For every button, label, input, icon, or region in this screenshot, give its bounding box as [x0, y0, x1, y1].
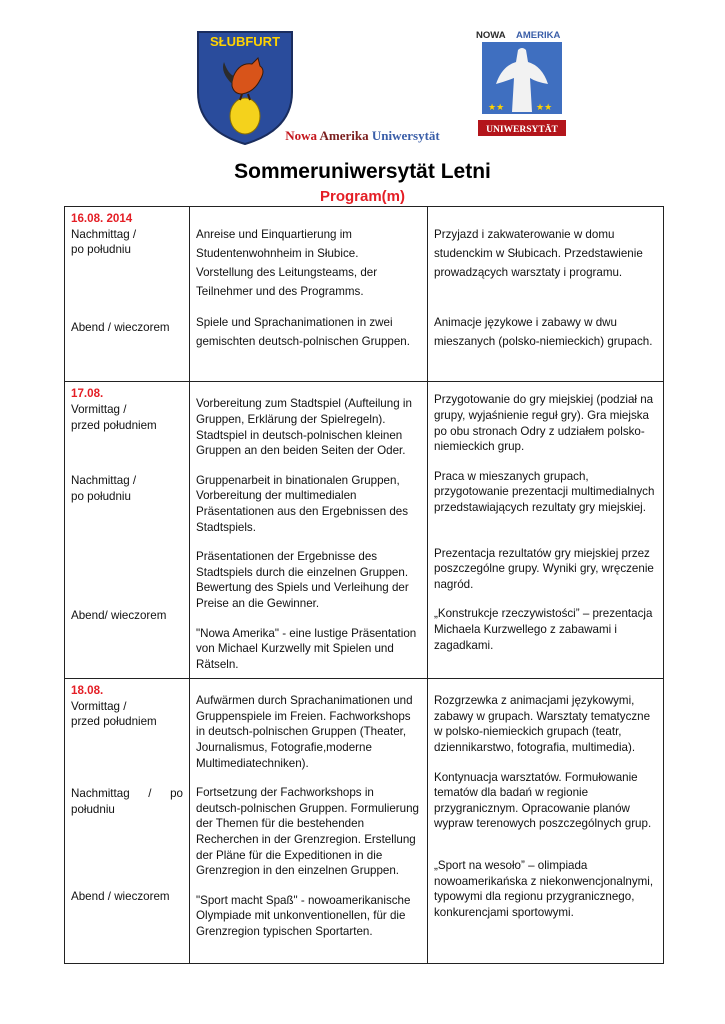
de-text: Aufwärmen durch Sprachanimationen und Gruppenspiele im Freien. Fachworkshops in deutsch-polnischen Gruppen (Theater, Journalismus, Fotografie,moderne Multimediatechniken). [196, 694, 413, 770]
de-text: Fortsetzung der Fachworkshops in deutsch-polnischen Gruppen. Formulierung der Themen für die bestehenden Recherchen in der Grenzregion. Erstellung der Pläne für die Expeditionen in die Grenzregion in den einzelnen Gruppen. [196, 786, 419, 878]
day-3-german [190, 679, 428, 964]
de-text: Präsentationen der Ergebnisse des Stadtspiels durch die einzelnen Gruppen. Bewertung des Spiels und Verleihung der Preise an die Gewinner. [196, 550, 409, 610]
pl-text: Praca w mieszanych grupach, przygotowanie prezentacji multimedialnych przedstawiających rezultaty gry miejskiej. [434, 469, 655, 514]
de-text: Vorbereitung zum Stadtspiel (Aufteilung in Gruppen, Erklärung der Spielregeln). Stadtspiel in deutsch-polnischen kleinen Gruppen an den beiden Seiten der Oder. [196, 397, 412, 458]
brand-nowa: Nowa [285, 128, 317, 143]
day-2-date: 17.08. [71, 387, 104, 401]
time-label: Vormittag / [71, 402, 127, 416]
time-label: przed południem [71, 418, 157, 432]
de-text: Anreise und Einquartierung im Studentenwohnheim in Słubice. [196, 228, 359, 260]
day-2-times [65, 382, 190, 679]
day-1-times [65, 207, 190, 382]
logo-text-nowa: NOWA [476, 30, 506, 41]
time-label: po południu [71, 489, 131, 503]
day-2-polish [428, 382, 664, 679]
time-label: Nachmittag / [71, 227, 137, 241]
time-label: Abend/ wieczorem [71, 609, 167, 623]
de-text: "Nowa Amerika" - eine lustige Präsentation von Michael Kurzwelly mit Spielen und Rätseln. [196, 626, 417, 671]
table-row-day-2 [65, 382, 664, 679]
day-3-date: 18.08. [71, 684, 104, 698]
stars-left-icon: ★★ [488, 102, 505, 112]
pl-text: Prezentacja rezultatów gry miejskiej przez poszczególne grupy. Wyniki gry, wręczenie nagród. [434, 546, 654, 591]
pl-text: „Sport na wesoło” – olimpiada nowoamerikańska z niekonwencjonalnymi, typowymi dla regionu przygranicznego, konkurencjami sportowymi. [434, 859, 654, 919]
stars-right-icon: ★★ [536, 102, 553, 112]
time-label: Nachmittag / [71, 474, 137, 488]
day-3-times [65, 679, 190, 964]
page-subtitle: Program(m) [319, 188, 405, 205]
brand-line [0, 128, 725, 144]
time-label: południu [71, 802, 115, 816]
logo-text-amerika: AMERIKA [516, 30, 561, 41]
program-table [64, 206, 664, 964]
day-2-german [190, 382, 428, 679]
de-text: "Sport macht Spaß" - nowoamerikanische Olympiade mit unkonventionellen, für die Grenzregion typischen Sportarten. [196, 893, 411, 938]
shield-banner-text: SŁUBFURT [209, 34, 281, 49]
logo-banner-text: UNIWERSYTÄT [486, 125, 558, 135]
day-1-date: 16.08. 2014 [71, 212, 133, 225]
brand-uniwersytat: Uniwersytät [371, 128, 440, 143]
nowa-amerika-uniwersytat-logo [474, 28, 570, 140]
time-label: po południu [71, 243, 131, 257]
time-label: Vormittag / [71, 699, 127, 713]
brand-amerika: Amerika [319, 128, 369, 143]
pl-text: Przygotowanie do gry miejskiej (podział na grupy, wyjaśnienie reguł gry). Gra miejska po obu stronach Odry z udziałem polsko-niemieckich grup. [434, 393, 654, 454]
pl-text: Animacje językowe i zabawy w dwu mieszanych (polsko-niemieckich) grupach. [434, 316, 653, 348]
de-text: Vorstellung des Leitungsteams, der Teilnehmer und des Programms. [196, 266, 378, 298]
time-label: Abend / wieczorem [71, 890, 170, 904]
time-label: Abend / wieczorem [71, 320, 170, 334]
page-title: Sommeruniwersytät Letni [234, 160, 491, 183]
time-label: przed południem [71, 715, 157, 729]
table-row-day-1 [65, 207, 664, 382]
pl-text: Rozgrzewka z animacjami językowymi, zabawy w grupach. Warsztaty tematyczne w polsko-niemieckich grupach (teatr, dziennikarstwo, fotografia, multimedia). [434, 694, 651, 755]
de-text: Spiele und Sprachanimationen in zwei gemischten deutsch-polnischen Gruppen. [196, 316, 410, 348]
table-row-day-3 [65, 679, 664, 964]
day-1-polish [428, 207, 664, 382]
pl-text: „Konstrukcje rzeczywistości” – prezentacja Michaela Kurzwellego z zabawami i zagadkami. [434, 607, 653, 652]
pl-text: Przyjazd i zakwaterowanie w domu studenckim w Słubicach. Przedstawienie prowadzących warsztaty i programu. [434, 228, 643, 279]
day-1-german [190, 207, 428, 382]
time-label: Nachmittag / po [71, 787, 183, 801]
day-3-polish [428, 679, 664, 964]
pl-text: Kontynuacja warsztatów. Formułowanie tematów dla badań w regionie przygranicznym. Opracowanie planów wypraw terenowych poszczególnych grup. [434, 770, 652, 831]
de-text: Gruppenarbeit in binationalen Gruppen, Vorbereitung der multimedialen Präsentationen aus den Ergebnissen des Stadtspiels. [196, 473, 409, 534]
